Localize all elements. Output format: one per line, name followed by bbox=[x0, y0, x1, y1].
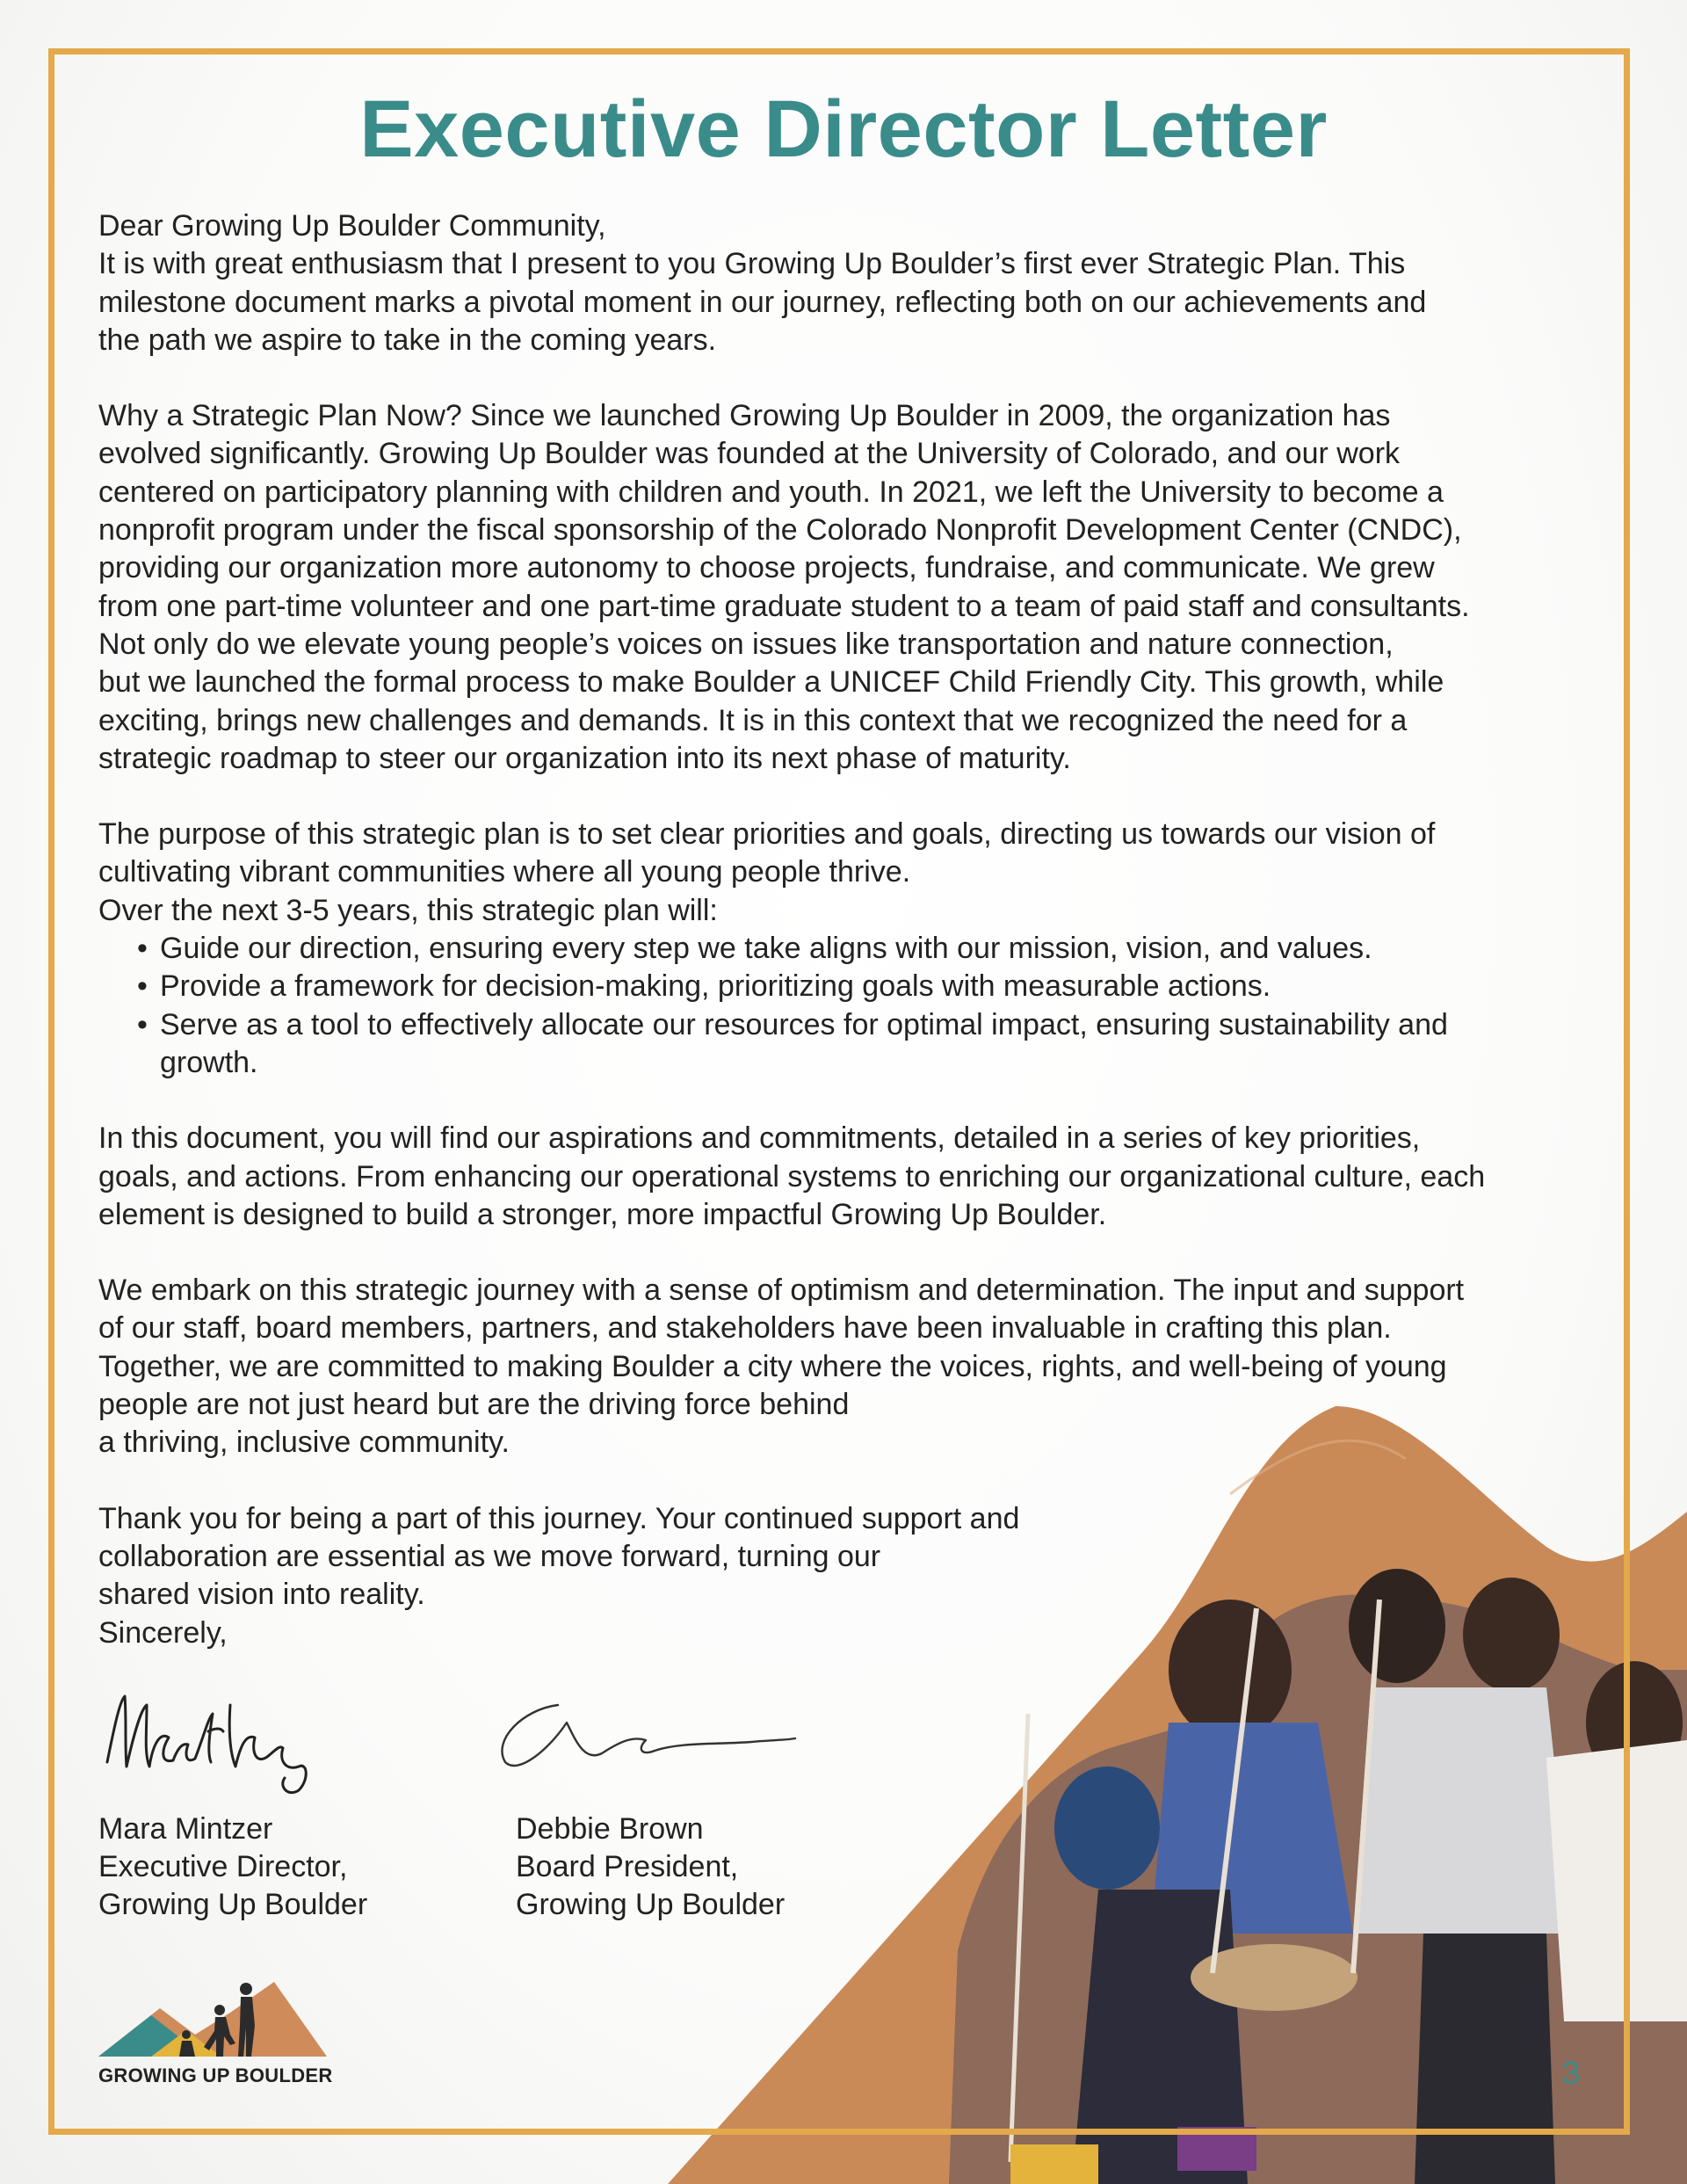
growing-up-boulder-logo bbox=[98, 1973, 344, 2087]
page-number: 3 bbox=[1562, 2055, 1581, 2091]
signatory-mintzer bbox=[98, 1810, 367, 1924]
signatory-role: Executive Director, bbox=[98, 1850, 348, 1883]
mara-mintzer-signature bbox=[98, 1683, 327, 1797]
signatory-role: Board President, bbox=[516, 1850, 739, 1883]
paragraph-intro: It is with great enthusiasm that I present to you Growing Up Boulder’s first ever Strategic Plan. This milestone document marks a pivotal moment in our journey, reflecting both on our achievements and the path we aspire to take in the coming years. bbox=[98, 247, 1427, 357]
paragraph-document-contents: In this document, you will find our aspirations and commitments, detailed in a series of key priorities, goals, and actions. From enhancing our operational systems to enriching our organizational culture, each element is designed to build a stronger, more impactful Growing Up Boulder. bbox=[98, 1121, 1486, 1231]
closing-sincerely: Sincerely, bbox=[98, 1615, 228, 1650]
paragraph-closing: Thank you for being a part of this journey. Your continued support and collaboration are essential as we move forward, turning our shared vision into reality. Sincerely, bbox=[98, 1500, 1610, 1652]
letter-body bbox=[98, 207, 1610, 1652]
list-item: • Provide a framework for decision-making, prioritizing goals with measurable actions. bbox=[160, 968, 1610, 1005]
list-item: • Serve as a tool to effectively allocate our resources for optimal impact, ensuring sustainability and growth. bbox=[160, 1006, 1610, 1083]
logo-mountains-icon bbox=[98, 1973, 344, 2061]
logo-text: GROWING UP BOULDER bbox=[98, 2064, 333, 2086]
signatory-name: Debbie Brown bbox=[516, 1812, 704, 1846]
paragraph-why-now: Why a Strategic Plan Now? Since we launched Growing Up Boulder in 2009, the organization has evolved significantly. Growing Up Boulder was founded at the University of Colorado, and our work centered on participatory planning with children and youth. In 2021, we left the University to become a nonprofit program under the fiscal sponsorship of the Colorado Nonprofit Development Center (CNDC), providing our organization more autonomy to choose projects, fundraise, and communicate. We grew from one part-time volunteer and one part-time graduate student to a team of paid staff and consultants. Not only do we elevate young people’s voices on issues like transportation and nature connection, but we launched the formal process to make Boulder a UNICEF Child Friendly City. This growth, while exciting, brings new challenges and demands. It is in this context that we recognized the need for a strategic roadmap to steer our organization into its next phase of maturity. bbox=[98, 399, 1470, 775]
paragraph-purpose: The purpose of this strategic plan is to set clear priorities and goals, directing us towards our vision of cultivating vibrant communities where all young people thrive. Over the next 3-5 years, this strategic plan will: bbox=[98, 817, 1436, 927]
signatory-org: Growing Up Boulder bbox=[516, 1888, 786, 1921]
page-title: Executive Director Letter bbox=[359, 84, 1328, 174]
paragraph-commitment: We embark on this strategic journey with a sense of optimism and determination. The input and support of our staff, board members, partners, and stakeholders have been invaluable in crafting this plan. Together, we are committed to making Boulder a city where the voices, rights, and well-being of young people are not just heard but are the driving force behind a thriving, inclusive community. bbox=[98, 1273, 1465, 1460]
signatory-name: Mara Mintzer bbox=[98, 1812, 273, 1846]
debbie-brown-signature bbox=[488, 1687, 804, 1784]
list-item: • Guide our direction, ensuring every step we take aligns with our mission, vision, and values. bbox=[160, 930, 1610, 968]
children-swing-photo bbox=[949, 1569, 1687, 2184]
plan-bullet-list bbox=[98, 930, 1610, 1082]
signatory-brown bbox=[516, 1810, 785, 1924]
signatory-org: Growing Up Boulder bbox=[98, 1888, 368, 1921]
salutation: Dear Growing Up Boulder Community, bbox=[98, 209, 606, 243]
